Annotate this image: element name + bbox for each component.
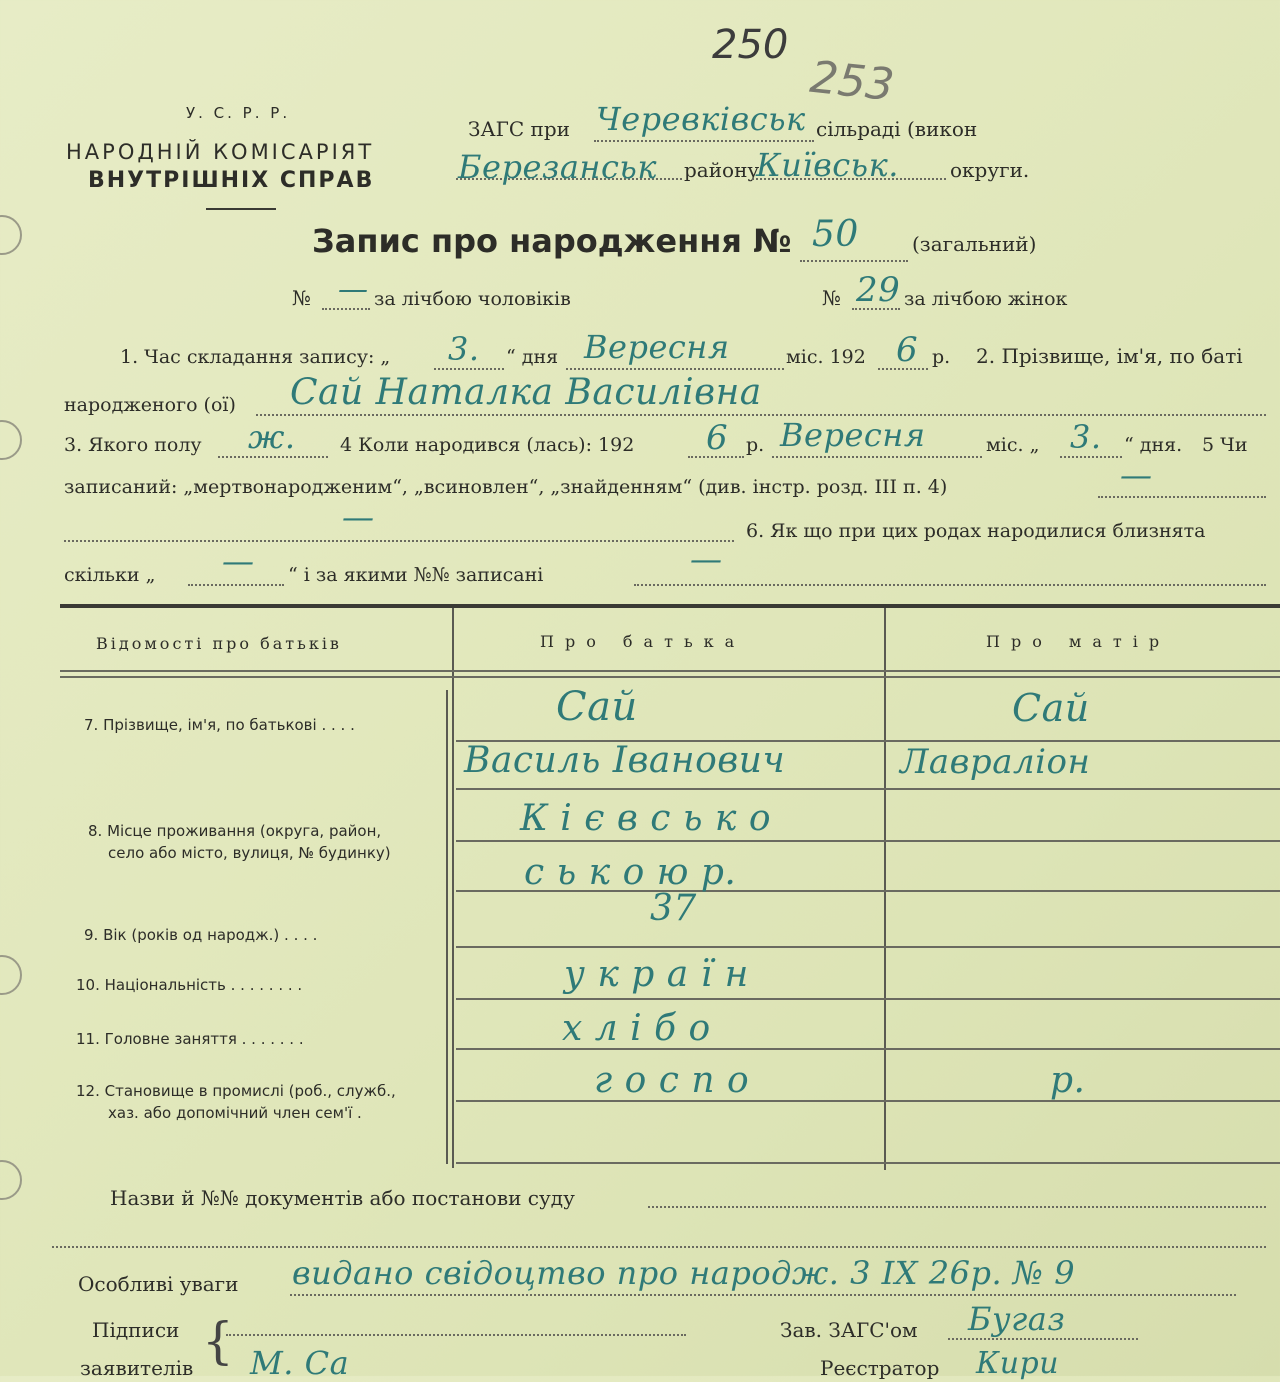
col-header-father: Про батька — [540, 632, 746, 651]
okruha-value: Київськ. — [756, 146, 899, 184]
men-count-value: — — [338, 272, 369, 307]
birth-year-value: 6 — [706, 418, 729, 458]
mother-surname-value: Сай — [1012, 686, 1090, 730]
header-divider — [206, 208, 276, 210]
field-6-label: 6. Як що при цих родах народилися близнята — [746, 520, 1206, 542]
mother-status-value: р. — [1050, 1060, 1086, 1101]
zags-village-value: Черевківськ — [596, 100, 806, 138]
father-name-value: Василь Іванович — [464, 740, 786, 781]
notes-value: видано свідоцтво про народж. 3 IX 26р. № 9 — [292, 1254, 1076, 1292]
row-label-age: 9. Вік (років од народж.) . . . . — [84, 926, 318, 944]
head-signature-value: Бугаз — [968, 1300, 1066, 1338]
mother-name-value: Лавраліон — [900, 742, 1091, 782]
row-label-nationality: 10. Національність . . . . . . . . — [76, 976, 303, 994]
republic-label: У. С. Р. Р. — [186, 104, 291, 122]
birth-day-value: 3. — [1070, 418, 1102, 456]
record-title: Запис про народження № — [312, 222, 792, 260]
field-6-count-label: скільки „ — [64, 564, 156, 586]
district-value: Березанськ — [458, 148, 657, 186]
twins-count-value: — — [222, 542, 255, 580]
zags-prefix: ЗАГС при — [468, 117, 570, 141]
field-5-value: — — [1120, 456, 1153, 494]
row-label-residence-2: село або місто, вулиця, № будинку) — [108, 844, 391, 862]
documents-label: Назви й №№ документів або постанови суду — [110, 1186, 575, 1210]
father-nationality-value: у к р а ї н — [564, 954, 749, 995]
birth-month-suffix: міс. „ — [986, 434, 1040, 456]
punch-hole — [0, 215, 22, 255]
okruha-label: округи. — [950, 158, 1030, 182]
col-header-parents-info: Відомості про батьків — [96, 634, 342, 653]
men-no-sign: № — [292, 286, 311, 310]
father-age-value: 37 — [650, 888, 697, 929]
signatures-value: М. Са — [250, 1344, 350, 1382]
women-no-sign: № — [822, 286, 841, 310]
commissariat-line-2: ВНУТРІШНІХ СПРАВ — [88, 168, 375, 193]
notes-label: Особливі уваги — [78, 1272, 239, 1296]
archive-page-number: 250 — [712, 22, 789, 68]
zags-suffix: сільраді (викон — [816, 117, 978, 141]
birth-year-suffix: р. — [746, 434, 765, 456]
punch-hole — [0, 420, 22, 460]
field-1-day-suffix: “ дня — [506, 346, 559, 368]
women-count-value: 29 — [856, 270, 901, 310]
signatures-label: Підписи — [92, 1318, 180, 1342]
birth-day-suffix: “ дня. — [1124, 434, 1183, 456]
field-4-label: 4 Коли народився (лась): 192 — [340, 434, 635, 456]
archive-page-number-alt: 253 — [807, 51, 897, 112]
field-1-month-value: Вересня — [584, 328, 730, 366]
father-residence-1-value: К і є в с ь к о — [520, 798, 772, 839]
birth-month-value: Вересня — [780, 416, 926, 454]
punch-hole — [0, 955, 22, 995]
field-2-continuation: народженого (ої) — [64, 394, 236, 416]
record-number-suffix: (загальний) — [912, 232, 1037, 256]
head-label: Зав. ЗАГС'ом — [780, 1318, 918, 1342]
signatures-label-2: заявителів — [80, 1356, 194, 1380]
women-count-label: за лічбою жінок — [904, 288, 1068, 310]
field-6-numbers-label: “ і за якими №№ записані — [288, 564, 544, 586]
commissariat-line-1: НАРОДНІЙ КОМІСАРІЯТ — [66, 140, 375, 164]
field-2-label: 2. Прізвище, ім'я, по баті — [976, 344, 1243, 368]
table-top-rule — [60, 604, 1280, 608]
row-label-status-2: хаз. або допомічний член сем'ї . — [108, 1104, 362, 1122]
registrar-signature-value: Кири — [976, 1346, 1060, 1381]
row-label-occupation: 11. Головне заняття . . . . . . . — [76, 1030, 304, 1048]
field-3-label: 3. Якого полу — [64, 434, 202, 456]
sex-value: ж. — [248, 418, 296, 456]
field-5-label: 5 Чи — [1202, 434, 1248, 456]
registrar-label: Реєстратор — [820, 1356, 940, 1380]
father-residence-2-value: с ь к о ю р. — [524, 852, 737, 893]
row-label-name: 7. Прізвище, ім'я, по батькові . . . . — [84, 716, 355, 734]
field-5-continuation: записаний: „мертвонароджeним“, „всиновлен“, „знайденням“ (див. інстр. розд. III п. 4) — [64, 476, 948, 498]
field-1-year-value: 6 — [896, 330, 919, 370]
child-name-value: Сай Наталка Василівна — [290, 372, 762, 413]
field-1-month-suffix: міс. 192 — [786, 346, 866, 368]
row-label-status-1: 12. Становище в промислі (роб., служб., — [76, 1082, 396, 1100]
record-number: 50 — [812, 214, 859, 255]
field-1-day-value: 3. — [448, 330, 480, 368]
father-surname-value: Сай — [556, 684, 638, 730]
men-count-label: за лічбою чоловіків — [374, 288, 571, 310]
father-status-value: г о с п о — [594, 1060, 750, 1101]
brace-symbol: { — [202, 1312, 234, 1370]
col-header-mother: Про матір — [986, 632, 1171, 651]
punch-hole — [0, 1160, 22, 1200]
twins-numbers-value: — — [690, 540, 723, 578]
field-5-value-2: — — [342, 498, 375, 536]
field-1-year-suffix: р. — [932, 346, 951, 368]
row-label-residence-1: 8. Місце проживання (округа, район, — [88, 822, 382, 840]
field-1-label: 1. Час складання запису: „ — [120, 346, 391, 368]
district-label: району — [684, 158, 760, 182]
father-occupation-value: х л і б о — [562, 1008, 711, 1049]
